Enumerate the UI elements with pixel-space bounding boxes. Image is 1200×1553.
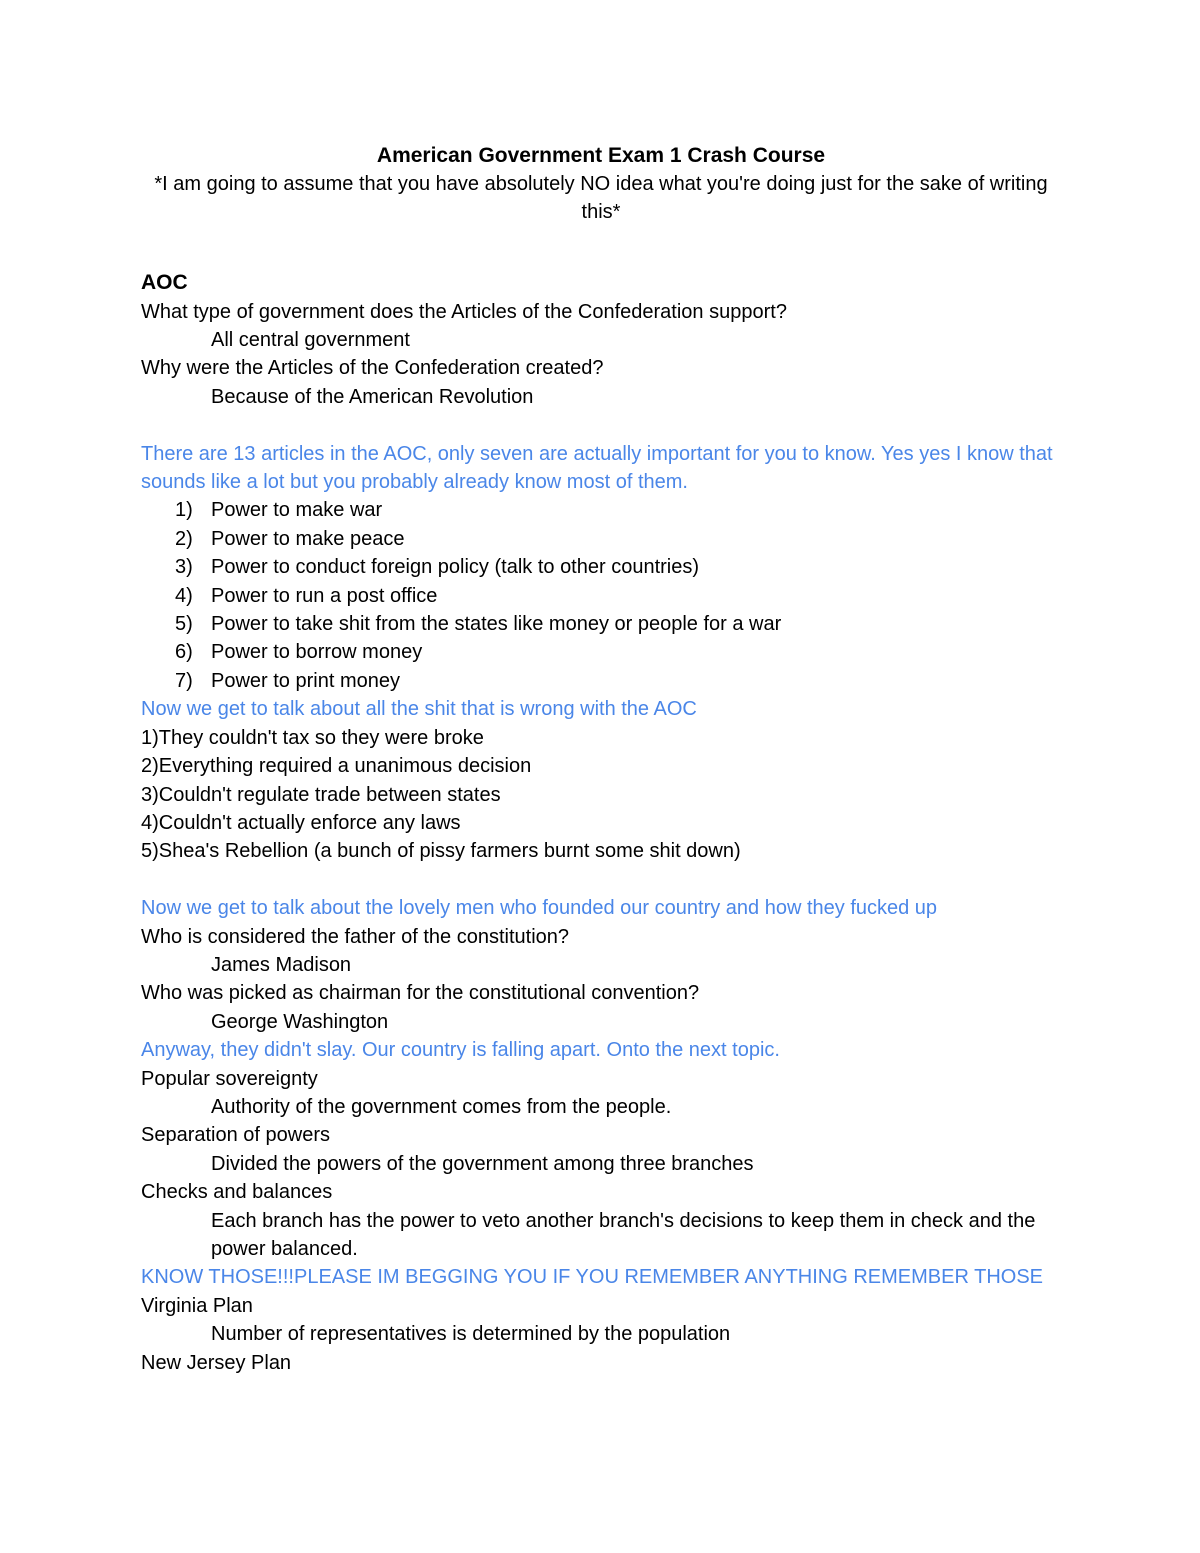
problem-item: 3)Couldn't regulate trade between states xyxy=(141,783,501,806)
question: Who was picked as chairman for the constitutional convention? xyxy=(141,982,700,1005)
answer: James Madison xyxy=(211,953,352,976)
list-item xyxy=(141,582,1061,610)
list-number: 7) xyxy=(175,669,193,692)
powers-list xyxy=(141,496,1061,695)
list-item xyxy=(141,553,1061,581)
list-number: 1) xyxy=(175,499,193,522)
section-heading-aoc: AOC xyxy=(141,271,188,295)
term: Separation of powers xyxy=(141,1124,331,1147)
term: Virginia Plan xyxy=(141,1294,253,1317)
answer: Because of the American Revolution xyxy=(211,385,534,408)
definition: Each branch has the power to veto another branch's decisions to keep them in check and the power balanced. xyxy=(211,1209,1036,1260)
spacer xyxy=(141,866,1061,894)
term: Popular sovereignty xyxy=(141,1067,318,1090)
definition: Divided the powers of the government among three branches xyxy=(211,1152,754,1175)
question: Who is considered the father of the constitution? xyxy=(141,925,570,948)
spacer xyxy=(141,411,1061,439)
list-text: Power to take shit from the states like money or people for a war xyxy=(211,613,782,636)
note-founders: Now we get to talk about the lovely men who founded our country and how they fucked up xyxy=(141,897,938,920)
list-number: 4) xyxy=(175,584,193,607)
list-item xyxy=(141,667,1061,695)
list-item xyxy=(141,638,1061,666)
list-item xyxy=(141,496,1061,524)
document-title: American Government Exam 1 Crash Course xyxy=(376,144,826,167)
list-text: Power to print money xyxy=(211,669,400,692)
list-text: Power to conduct foreign policy (talk to other countries) xyxy=(211,556,700,579)
problem-item: 5)Shea's Rebellion (a bunch of pissy farmers burnt some shit down) xyxy=(141,840,741,863)
list-number: 3) xyxy=(175,556,193,579)
list-number: 6) xyxy=(175,641,193,664)
document-page xyxy=(141,142,1061,1377)
list-text: Power to make peace xyxy=(211,527,405,550)
answer: George Washington xyxy=(211,1010,389,1033)
answer: All central government xyxy=(211,329,410,352)
definition: Number of representatives is determined by the population xyxy=(211,1323,731,1346)
question: Why were the Articles of the Confederation created? xyxy=(141,357,604,380)
spacer xyxy=(141,227,1061,255)
list-number: 2) xyxy=(175,527,193,550)
list-text: Power to make war xyxy=(211,499,383,522)
note-aoc-articles: There are 13 articles in the AOC, only seven are actually important for you to know. Yes yes I know that sounds like a lot but you probably already know most of them. xyxy=(141,442,1053,494)
definition: Authority of the government comes from the people. xyxy=(211,1095,672,1118)
list-number: 5) xyxy=(175,613,193,636)
note-next-topic: Anyway, they didn't slay. Our country is falling apart. Onto the next topic. xyxy=(141,1039,780,1062)
list-text: Power to borrow money xyxy=(211,641,423,664)
list-item xyxy=(141,610,1061,638)
note-know-those: KNOW THOSE!!!PLEASE IM BEGGING YOU IF YOU REMEMBER ANYTHING REMEMBER THOSE xyxy=(141,1266,1044,1289)
problem-item: 1)They couldn't tax so they were broke xyxy=(141,726,484,749)
problem-item: 4)Couldn't actually enforce any laws xyxy=(141,811,461,834)
note-aoc-problems: Now we get to talk about all the shit that is wrong with the AOC xyxy=(141,698,697,721)
list-text: Power to run a post office xyxy=(211,584,438,607)
document-subtitle: *I am going to assume that you have absolutely NO idea what you're doing just for the sake of writing this* xyxy=(154,173,1048,224)
question: What type of government does the Articles of the Confederation support? xyxy=(141,300,787,323)
list-item xyxy=(141,525,1061,553)
term: Checks and balances xyxy=(141,1181,333,1204)
problem-item: 2)Everything required a unanimous decision xyxy=(141,755,532,778)
term: New Jersey Plan xyxy=(141,1351,292,1374)
